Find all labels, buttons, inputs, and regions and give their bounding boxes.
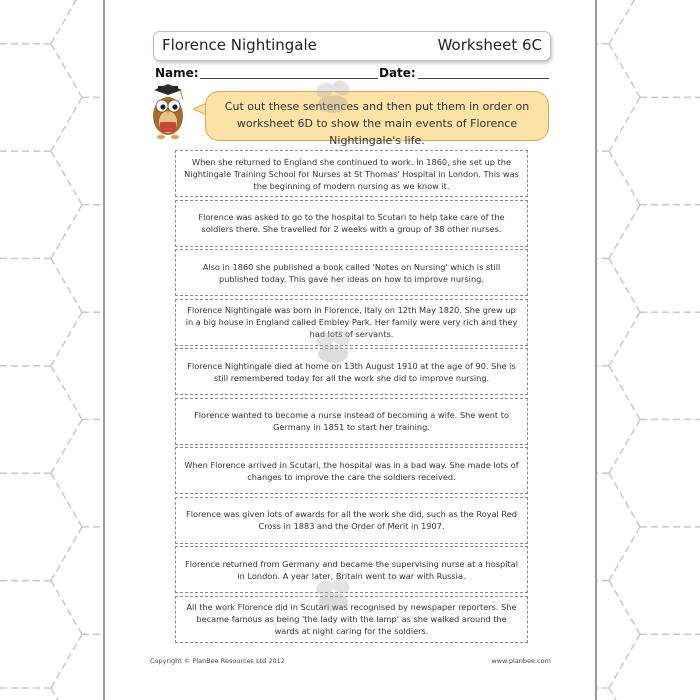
name-label: Name:: [155, 66, 199, 80]
title-box: [153, 31, 551, 61]
date-label: Date:: [379, 66, 416, 80]
sentence-strip-9: Florence returned from Germany and became the supervising nurse at a hospital in London. A year later, Britain went to war with Russia.: [175, 546, 528, 593]
owl-mascot-icon: [150, 84, 190, 146]
copyright-text: Copyright © PlanBee Resources Ltd 2012: [150, 657, 285, 665]
sentence-strip-5: Florence Nightingale died at home on 13th August 1910 at the age of 90. She is still remembered today for all the work she did to improve nursing.: [175, 348, 528, 395]
worksheet-page: [103, 0, 597, 700]
date-line: [418, 78, 549, 79]
website-text: www.planbee.com: [491, 657, 551, 665]
sentence-strip-8: Florence was given lots of awards for all the work she did, such as the Royal Red Cross in 1883 and the Order of Merit in 1907.: [175, 497, 528, 544]
sentence-strip-7: When Florence arrived in Scutari, the hospital was in a bad way. She made lots of changes to improve the care the soldiers received.: [175, 447, 528, 494]
sentence-strip-1: When she returned to England she continued to work. In 1860, she set up the Nightingale Training School for Nurses at St Thomas' Hospital in London. This was the beginning of modern nursing as we know it.: [175, 150, 528, 197]
bee-watermark-icon: [310, 330, 356, 366]
worksheet-number: Worksheet 6C: [437, 36, 542, 54]
name-line: [200, 78, 378, 79]
bee-watermark-icon: [310, 80, 356, 116]
sentence-strip-2: Florence was asked to go to the hospital to Scutari to help take care of the soldiers there. She travelled for 2 weeks with a group of 38 other nurses.: [175, 200, 528, 247]
page-title: Florence Nightingale: [162, 36, 317, 54]
instruction-bubble: Cut out these sentences and then put them in order on worksheet 6D to show the main events of Florence Nightingale's life.: [205, 91, 549, 141]
sentence-strip-6: Florence wanted to become a nurse instead of becoming a wife. She went to Germany in 1851 to start her training.: [175, 398, 528, 445]
sentence-strip-3: Also in 1860 she published a book called 'Notes on Nursing' which is still published today. This gave her ideas on how to improve nursing.: [175, 249, 528, 296]
bee-watermark-icon: [310, 578, 356, 614]
sentence-strip-4: Florence Nightingale was born in Florence, Italy on 12th May 1820. She grew up in a big house in England called Embley Park. Her family were very rich and they had lots of servants.: [175, 299, 528, 346]
sentence-strip-10: All the work Florence did in Scutari was recognised by newspaper reporters. She became famous as being 'the lady with the lamp' as she walked around the wards at night caring for the soldiers.: [175, 596, 528, 643]
